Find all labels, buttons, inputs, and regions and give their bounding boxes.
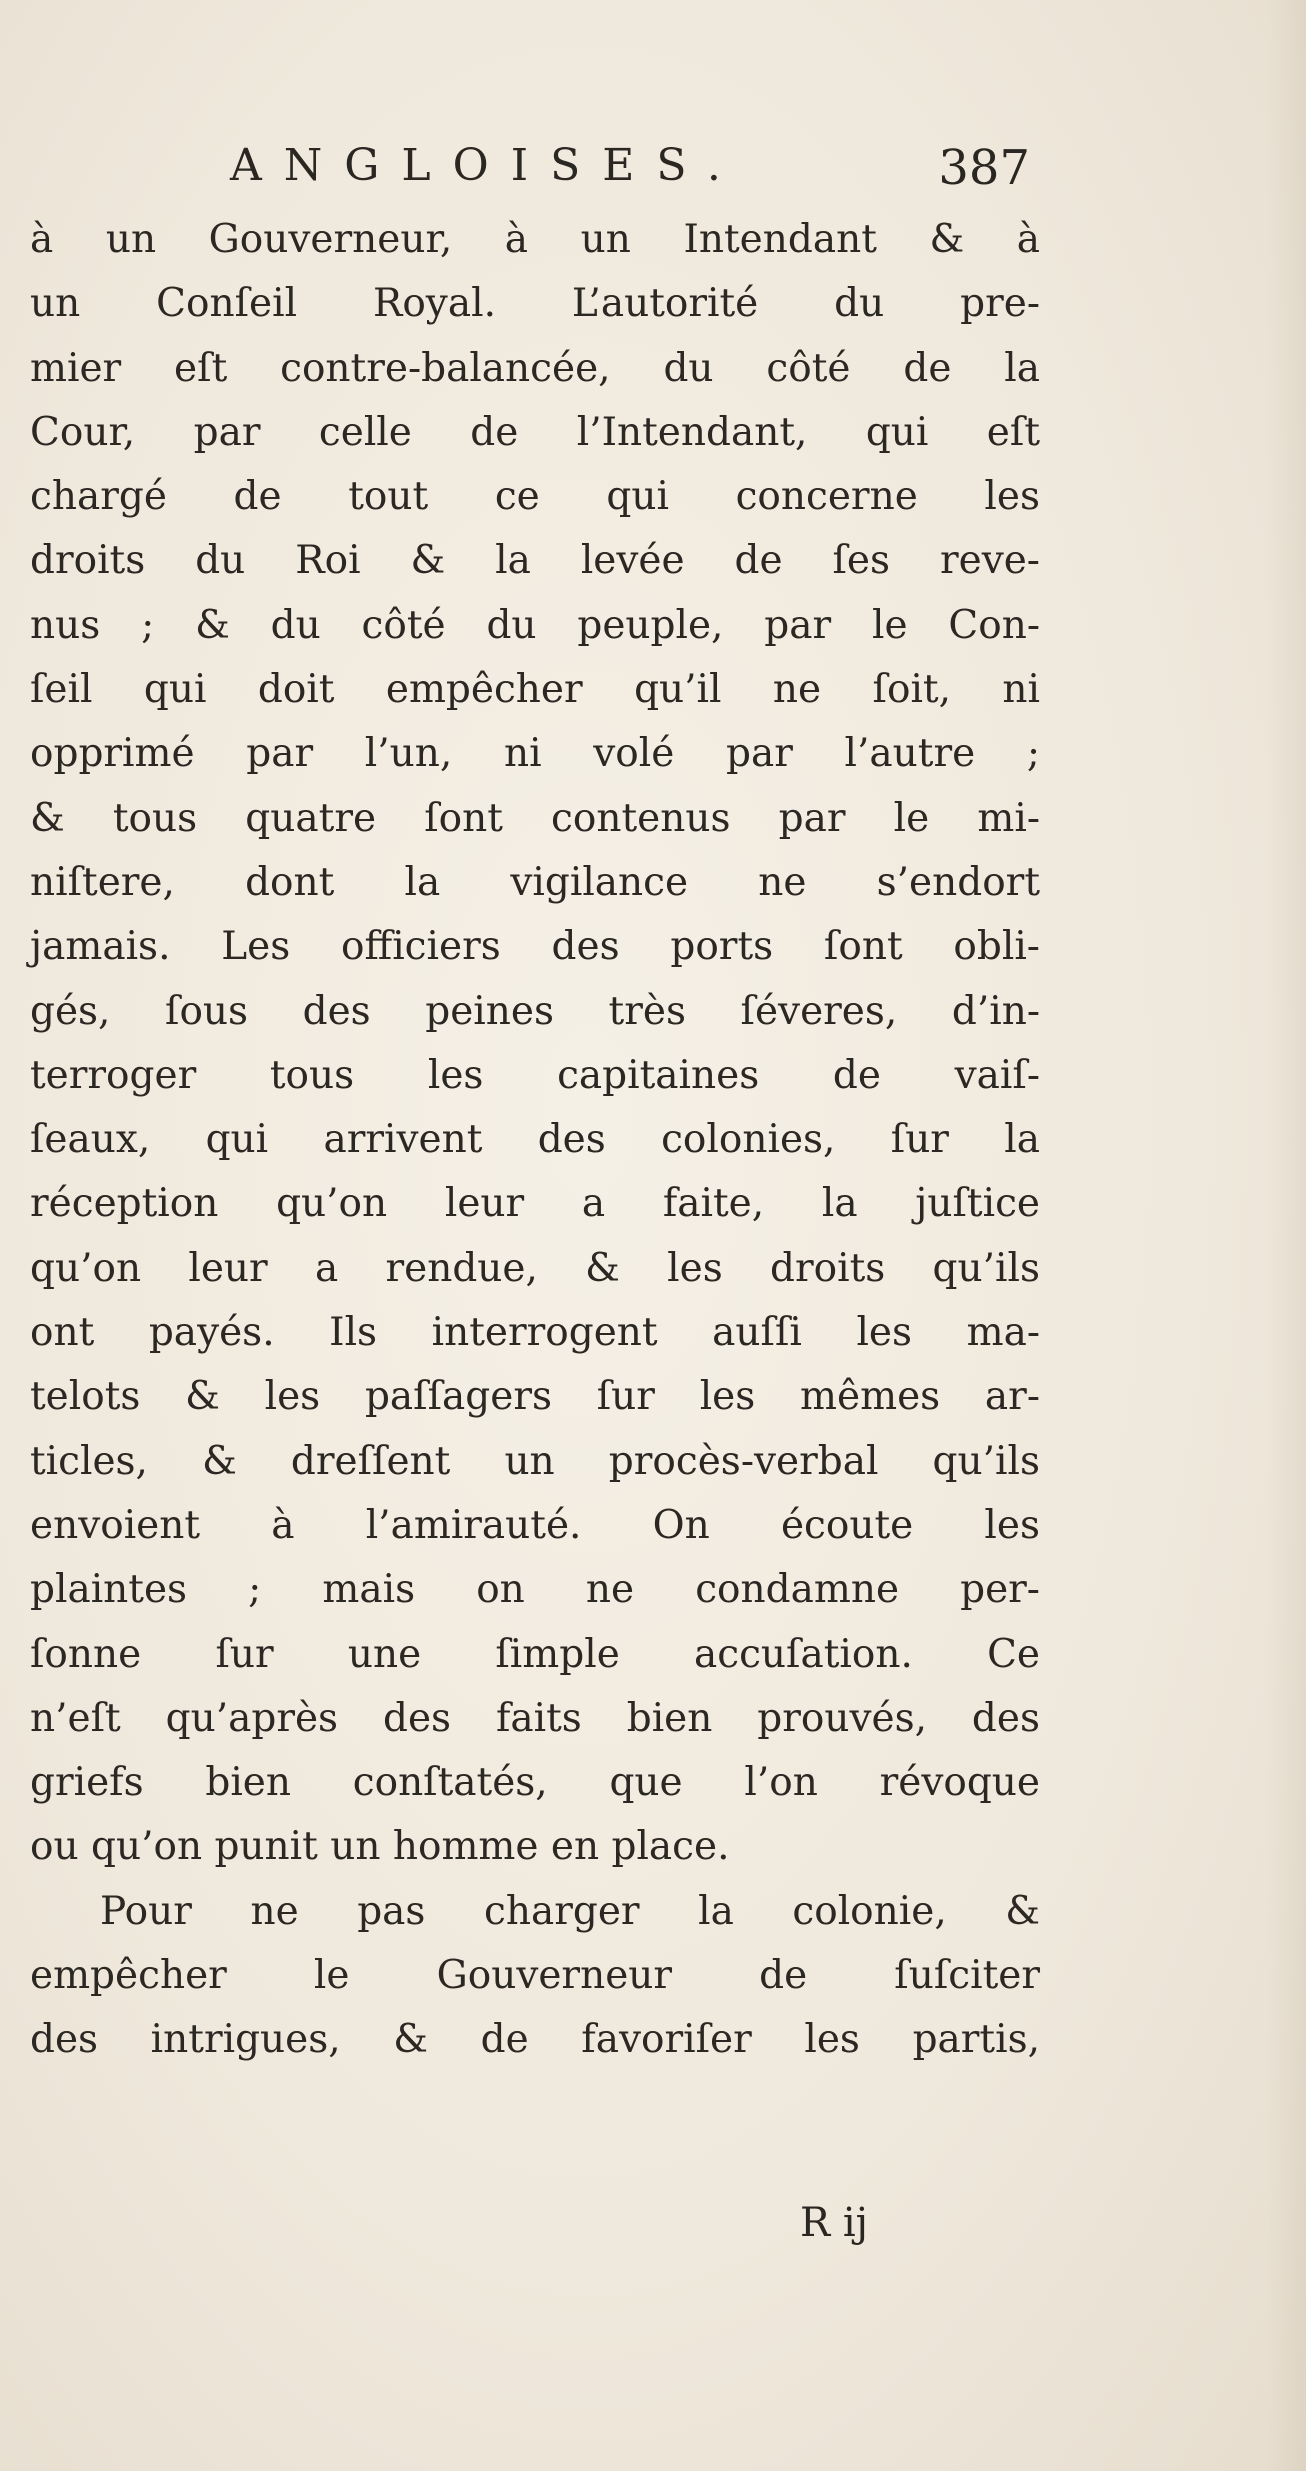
text-line: chargé de tout ce qui concerne les xyxy=(30,474,1040,520)
body-text xyxy=(30,208,1040,2073)
text-line: ticles, & dreſſent un procès-verbal qu’ils xyxy=(30,1438,1040,1484)
text-line: griefs bien conſtatés, que l’on révoque xyxy=(30,1760,1040,1806)
page-number: 387 xyxy=(938,140,1030,196)
text-line: niſtere, dont la vigilance ne s’endort xyxy=(30,859,1040,905)
text-line: ſeaux, qui arrivent des colonies, ſur la xyxy=(30,1117,1040,1163)
paragraph-start-line: Pour ne pas charger la colonie, & xyxy=(100,1888,1040,1934)
text-line: Cour, par celle de l’Intendant, qui eſt xyxy=(30,409,1040,455)
text-line: telots & les paſſagers ſur les mêmes ar- xyxy=(30,1374,1040,1420)
text-line: terroger tous les capitaines de vaiſ- xyxy=(30,1052,1040,1098)
text-line: qu’on leur a rendue, & les droits qu’ils xyxy=(30,1245,1040,1291)
text-line: ont payés. Ils interrogent auſſi les ma- xyxy=(30,1310,1040,1356)
text-line: jamais. Les officiers des ports ſont obli- xyxy=(30,924,1040,970)
text-line: des intrigues, & de favoriſer les partis, xyxy=(30,2017,1040,2063)
text-line: envoient à l’amirauté. On écoute les xyxy=(30,1502,1040,1548)
text-line: & tous quatre ſont contenus par le mi- xyxy=(30,795,1040,841)
text-line: empêcher le Gouverneur de ſuſciter xyxy=(30,1953,1040,1999)
text-line: mier eſt contre-balancée, du côté de la xyxy=(30,345,1040,391)
signature-mark: R ij xyxy=(800,2200,869,2246)
text-line: ſonne ſur une ſimple accuſation. Ce xyxy=(30,1631,1040,1677)
text-line: ſeil qui doit empêcher qu’il ne ſoit, ni xyxy=(30,667,1040,713)
text-line: nus ; & du côté du peuple, par le Con- xyxy=(30,602,1040,648)
text-line: un Conſeil Royal. L’autorité du pre- xyxy=(30,281,1040,327)
text-line: n’eſt qu’après des faits bien prouvés, des xyxy=(30,1695,1040,1741)
paragraph-end-line: ou qu’on punit un homme en place. xyxy=(30,1824,730,1870)
text-line: réception qu’on leur a faite, la juſtice xyxy=(30,1181,1040,1227)
running-head: ANGLOISES. xyxy=(230,140,743,191)
text-line: droits du Roi & la levée de ſes reve- xyxy=(30,538,1040,584)
text-line: opprimé par l’un, ni volé par l’autre ; xyxy=(30,731,1040,777)
text-line: plaintes ; mais on ne condamne per- xyxy=(30,1567,1040,1613)
text-line: gés, ſous des peines très ſéveres, d’in- xyxy=(30,988,1040,1034)
page-header xyxy=(230,140,1030,210)
page-shadow xyxy=(1266,0,1306,2471)
text-line: à un Gouverneur, à un Intendant & à xyxy=(30,217,1040,262)
